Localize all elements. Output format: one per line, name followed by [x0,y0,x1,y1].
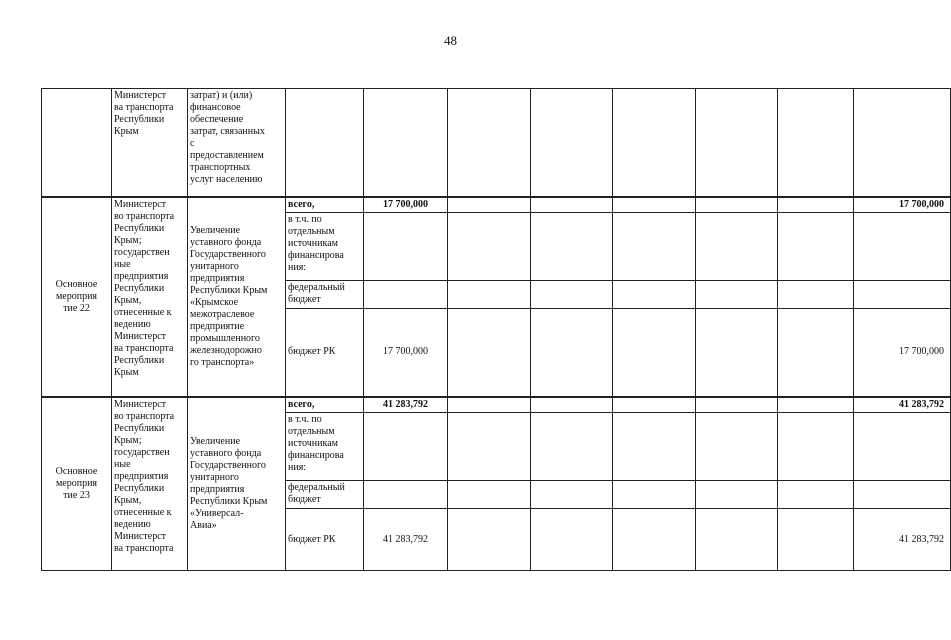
value-cell: 41 283,792 [364,397,448,413]
source-cell: всего, [286,197,364,213]
table-row [42,89,951,197]
total-cell: 41 283,792 [854,509,951,571]
description-cell: Увеличение уставного фонда Государственного унитарного предприятия Республики Крым «Универсал- Авиа» [188,397,286,571]
page-number: 48 [444,33,457,48]
event-name-cell: Основное мероприя тие 23 [42,397,112,571]
source-cell: федеральный бюджет [286,481,364,509]
source-cell: федеральный бюджет [286,281,364,309]
description-cell: затрат) и (или) финансовое обеспечение затрат, связанных с предоставлением транспортных услуг населению [188,89,286,197]
table-row [42,197,951,213]
value-cell: 17 700,000 [364,309,448,397]
total-cell: 17 700,000 [854,309,951,397]
source-cell: бюджет РК [286,309,364,397]
event-name-cell: Основное мероприя тие 22 [42,197,112,397]
executor-cell: Министерст ва транспорта Республики Крым [112,89,188,197]
total-cell: 17 700,000 [854,197,951,213]
event-name-cell [42,89,112,197]
source-cell: в т.ч. по отдельным источникам финансирова ния: [286,413,364,481]
total-cell: 41 283,792 [854,397,951,413]
financing-table [41,88,951,571]
source-cell: всего, [286,397,364,413]
description-cell: Увеличение уставного фонда Государственного унитарного предприятия Республики Крым «Крымское межотраслевое предприятие промышленного железнодорожно го транспорта» [188,197,286,397]
value-cell: 17 700,000 [364,197,448,213]
source-cell: бюджет РК [286,509,364,571]
executor-cell: Министерст во транспорта Республики Крым; государствен ные предприятия Республики Крым, отнесенные к ведению Министерст ва транспорта [112,397,188,571]
table-row [42,397,951,413]
source-cell: в т.ч. по отдельным источникам финансирова ния: [286,213,364,281]
executor-cell: Министерст во транспорта Республики Крым; государствен ные предприятия Республики Крым, отнесенные к ведению Министерст ва транспорта Республики Крым [112,197,188,397]
value-cell: 41 283,792 [364,509,448,571]
